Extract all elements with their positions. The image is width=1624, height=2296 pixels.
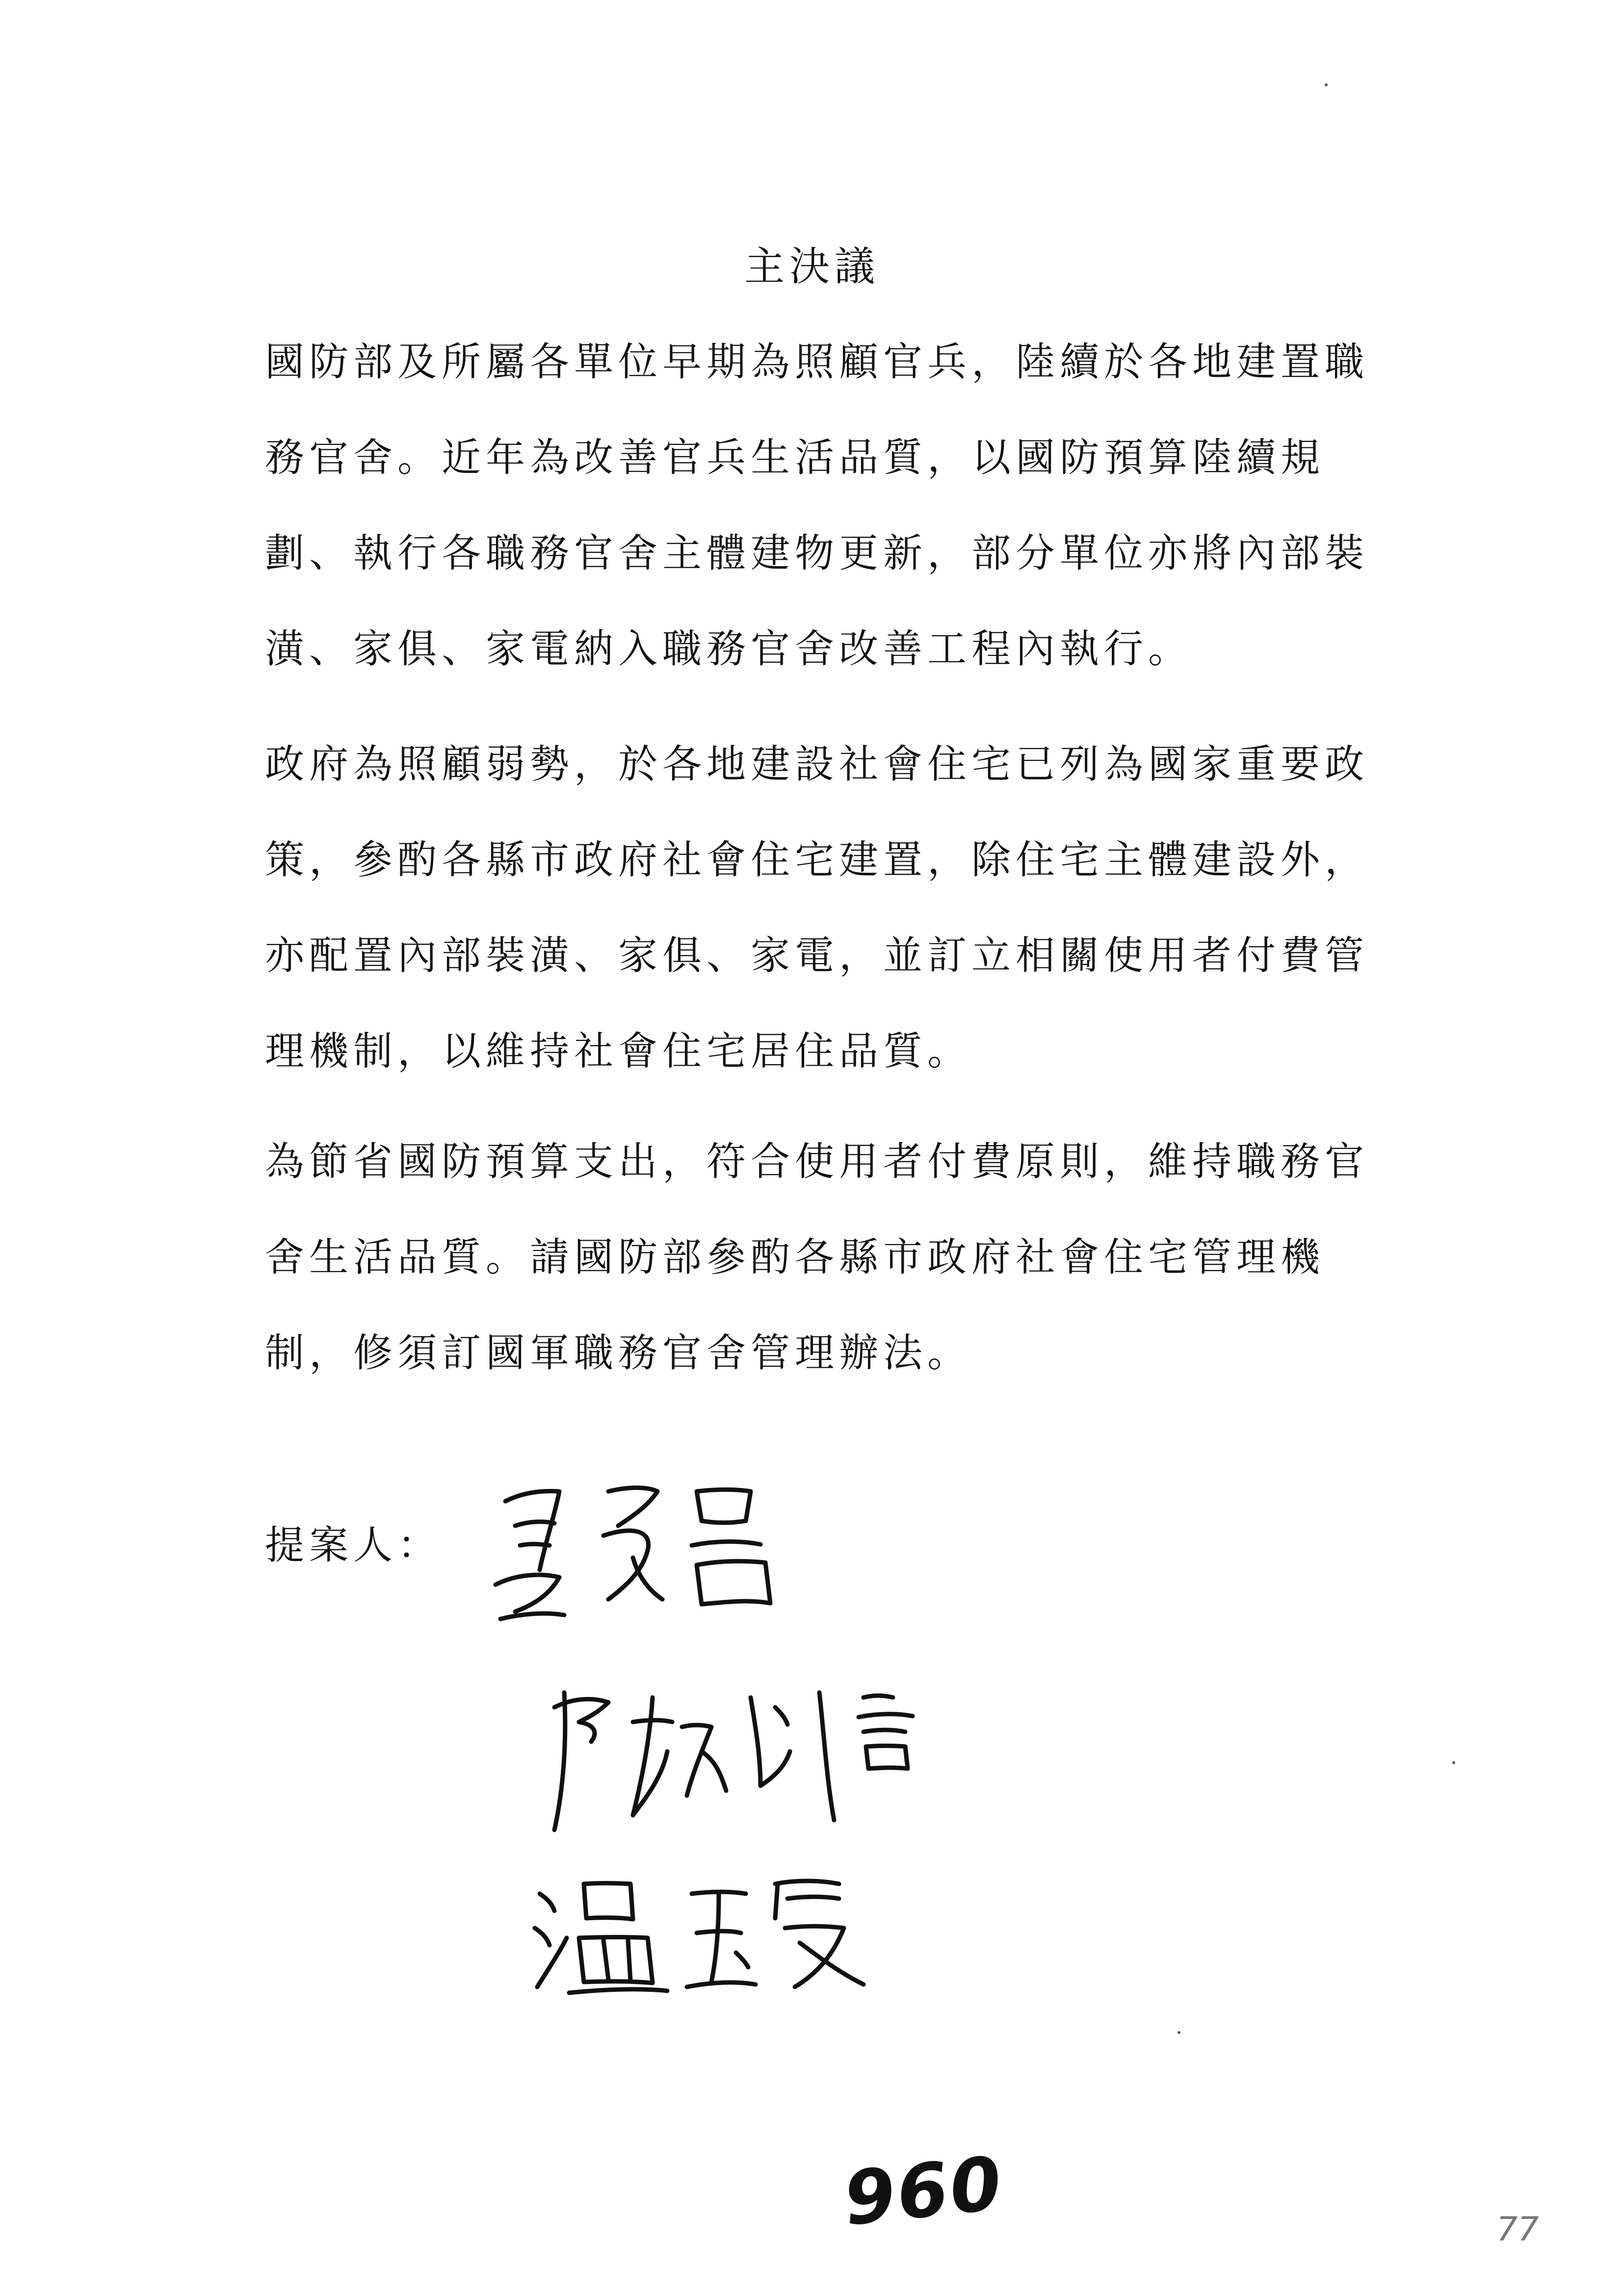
paragraph-line: 政府為照顧弱勢，於各地建設社會住宅已列為國家重要政 bbox=[265, 741, 1369, 787]
paragraph-line: 劃、執行各職務官舍主體建物更新，部分單位亦將內部裝 bbox=[265, 530, 1369, 576]
paragraph-line: 為節省國防預算支出，符合使用者付費原則，維持職務官 bbox=[265, 1139, 1369, 1184]
scan-speck bbox=[1325, 83, 1328, 86]
proposer-label: 提案人： bbox=[265, 1522, 442, 1568]
signature-2 bbox=[545, 1678, 927, 1840]
corner-number: 77 bbox=[1496, 2210, 1539, 2249]
page-number: 960 bbox=[839, 2140, 1008, 2243]
paragraph-line: 制，修須訂國軍職務官舍管理辦法。 bbox=[265, 1330, 971, 1376]
paragraph-line: 策，參酌各縣市政府社會住宅建置，除住宅主體建設外， bbox=[265, 837, 1369, 883]
paragraph-line: 潢、家俱、家電納入職務官舍改善工程內執行。 bbox=[265, 626, 1192, 672]
paragraph-line: 理機制，以維持社會住宅居住品質。 bbox=[265, 1028, 971, 1074]
scan-speck bbox=[1178, 2031, 1180, 2034]
resolution-title: 主決議 bbox=[744, 243, 880, 290]
paragraph-1 bbox=[265, 314, 1369, 697]
signature-3 bbox=[530, 1864, 873, 2002]
signature-1 bbox=[486, 1472, 790, 1629]
paragraph-line: 國防部及所屬各單位早期為照顧官兵，陸續於各地建置職 bbox=[265, 339, 1369, 385]
paragraph-line: 亦配置內部裝潢、家俱、家電，並訂立相關使用者付費管 bbox=[265, 933, 1369, 978]
paragraph-line: 務官舍。近年為改善官兵生活品質，以國防預算陸續規 bbox=[265, 435, 1325, 480]
paragraph-2 bbox=[265, 716, 1369, 1099]
paragraph-line: 舍生活品質。請國防部參酌各縣市政府社會住宅管理機 bbox=[265, 1234, 1325, 1280]
scan-speck bbox=[1452, 1761, 1455, 1764]
paragraph-3 bbox=[265, 1114, 1369, 1401]
